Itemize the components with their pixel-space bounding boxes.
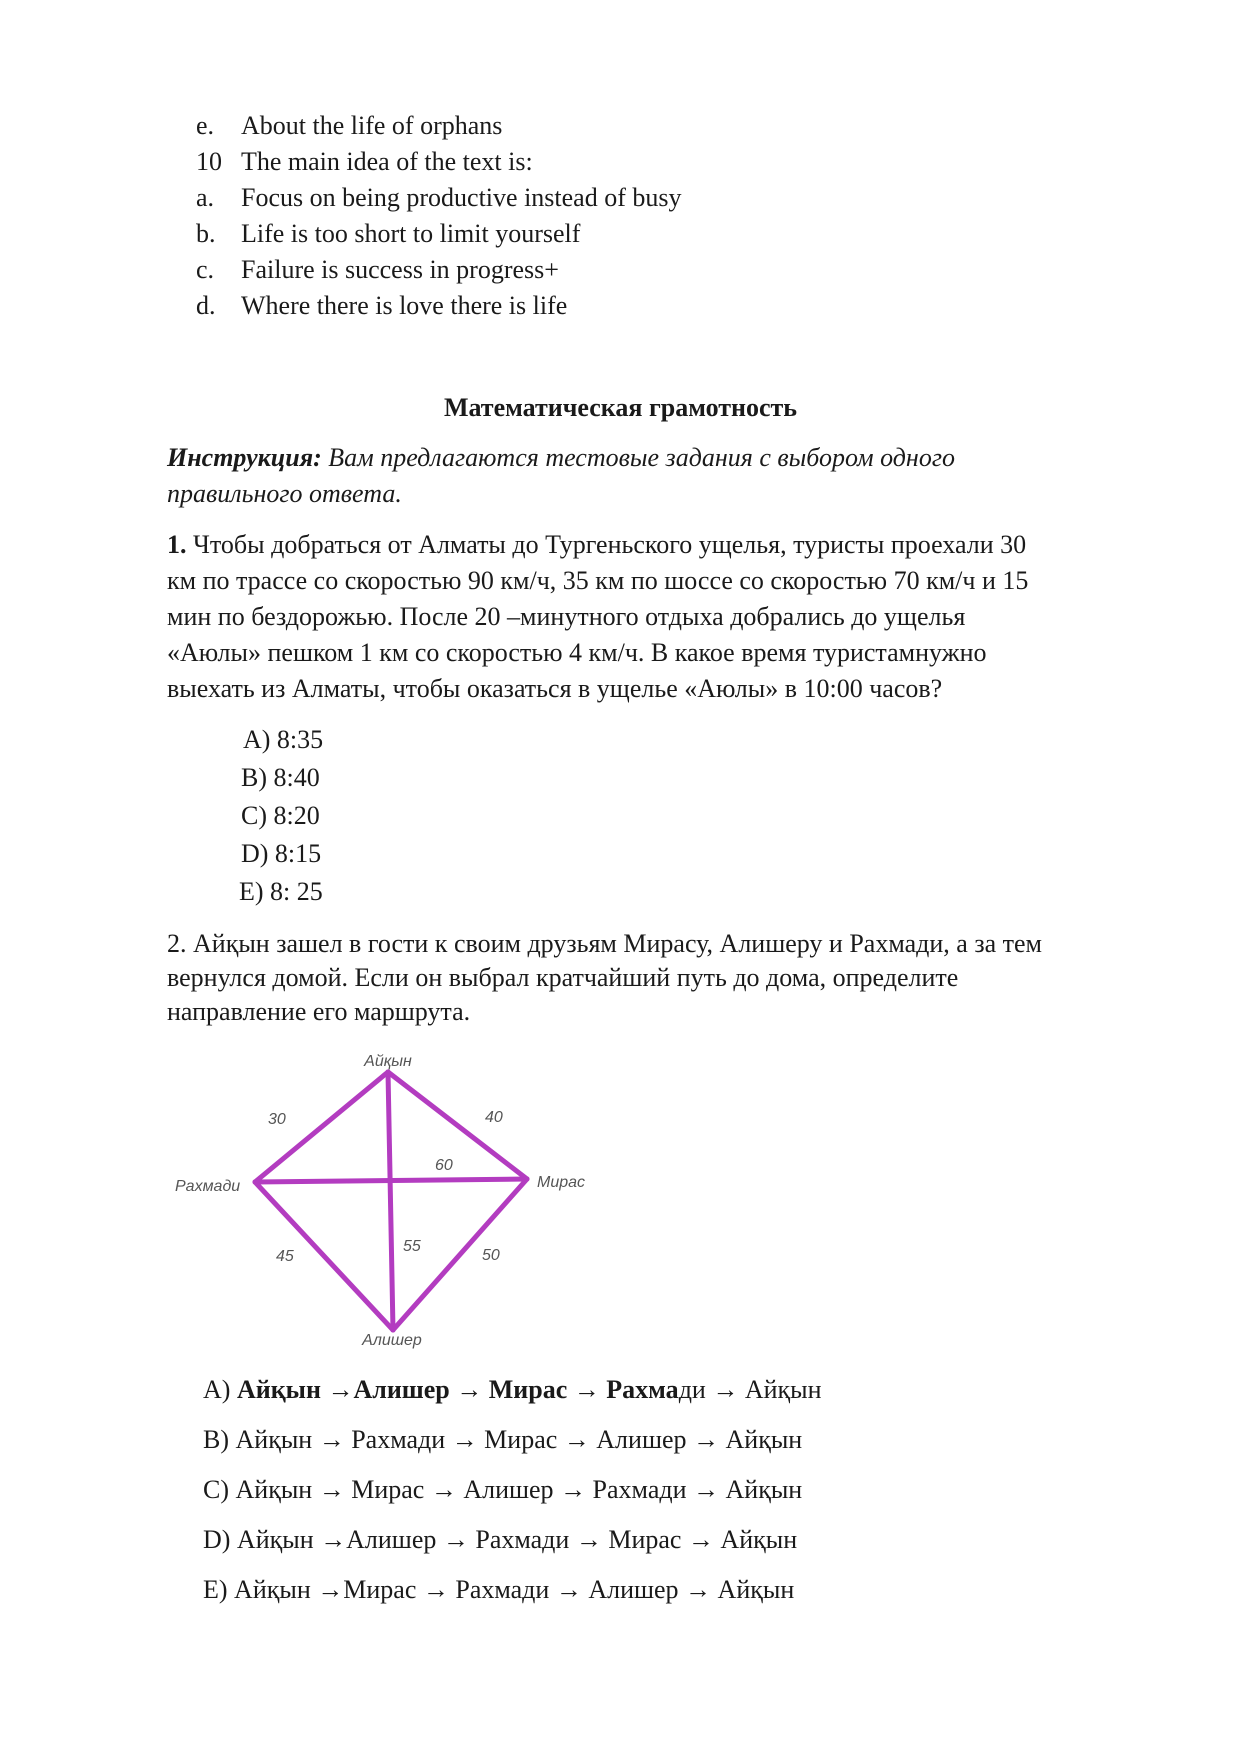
question-2-line: направление его маршрута. [167, 997, 471, 1026]
answer-text-bold: Айқын →Алишер → Мирас → Рахма [236, 1375, 679, 1404]
answer-option: B) 8:40 [241, 763, 320, 792]
node-label-alisher: Алишер [362, 1332, 422, 1349]
option-text: About the life of orphans [241, 111, 503, 140]
question-1-line: выехать из Алматы, чтобы оказаться в ущелье «Аюлы» в 10:00 часов? [167, 674, 943, 703]
answer-marker: A) [203, 1375, 231, 1404]
instruction-label: Инструкция: [167, 443, 322, 472]
option-text: Where there is love there is life [241, 291, 568, 320]
question-1-text: Чтобы добраться от Алматы до Тургеньского ущелья, туристы проехали 30 [193, 530, 1027, 559]
option-marker: a. [196, 183, 215, 212]
question-2-line: вернулся домой. Если он выбрал кратчайший путь до дома, определите [167, 963, 959, 992]
question-2-line: 2. Айқын зашел в гости к своим друзьям Мирасу, Алишеру и Рахмади, а за тем [167, 929, 1042, 958]
option-marker: d. [196, 291, 216, 320]
option-marker: c. [196, 255, 215, 284]
route-diagram [160, 1040, 610, 1360]
edge-label: 60 [435, 1157, 453, 1174]
question-1-line: «Аюлы» пешком 1 км со скоростью 4 км/ч. В какое время туристамнужно [167, 638, 987, 667]
question-1-line [167, 527, 1026, 563]
node-label-miras: Мирас [537, 1174, 586, 1191]
edge-aikyn-miras [388, 1072, 527, 1179]
question-1-line: км по трассе со скоростью 90 км/ч, 35 км по шоссе со скоростью 70 км/ч и 15 [167, 566, 1029, 595]
answer-option: C) 8:20 [241, 801, 320, 830]
instruction [167, 440, 955, 476]
answer-option-c: C) Айқын → Мирас → Алишер → Рахмади → Айқын [203, 1475, 803, 1504]
node-label-aikyn: Айқын [364, 1053, 412, 1070]
answer-option-d: D) Айқын →Алишер → Рахмади → Мирас → Айқын [203, 1525, 798, 1554]
answer-option-e: E) Айқын →Мирас → Рахмади → Алишер → Айқын [203, 1575, 795, 1604]
section-title: Математическая грамотность [443, 393, 798, 422]
option-text: Focus on being productive instead of busy [241, 183, 682, 212]
instruction-text: Вам предлагаются тестовые задания с выбором одного [328, 443, 955, 472]
question-number: 10 [196, 147, 222, 176]
answer-option: A) 8:35 [243, 725, 324, 754]
question-1-line: мин по бездорожью. После 20 –минутного отдыха добрались до ущелья [167, 602, 966, 631]
instruction-text: правильного ответа. [167, 479, 402, 508]
node-label-rakhmadi: Рахмади [175, 1178, 241, 1195]
answer-text: ди → Айқын [678, 1375, 822, 1404]
answer-option-a [203, 1374, 822, 1406]
option-marker: e. [196, 111, 215, 140]
question-text: The main idea of the text is: [241, 147, 533, 176]
edge-label: 40 [485, 1109, 503, 1126]
edge-label: 45 [276, 1248, 294, 1265]
answer-option-b: B) Айқын → Рахмади → Мирас → Алишер → Айқын [203, 1425, 803, 1454]
answer-option: E) 8: 25 [239, 877, 323, 906]
option-text: Failure is success in progress+ [241, 255, 559, 284]
option-marker: b. [196, 219, 216, 248]
answer-option: D) 8:15 [241, 839, 322, 868]
question-1-number: 1. [167, 530, 187, 559]
edge-label: 30 [268, 1111, 286, 1128]
edge-label: 55 [403, 1238, 421, 1255]
edge-aikyn-alisher [388, 1072, 393, 1330]
edge-label: 50 [482, 1247, 500, 1264]
option-text: Life is too short to limit yourself [241, 219, 581, 248]
